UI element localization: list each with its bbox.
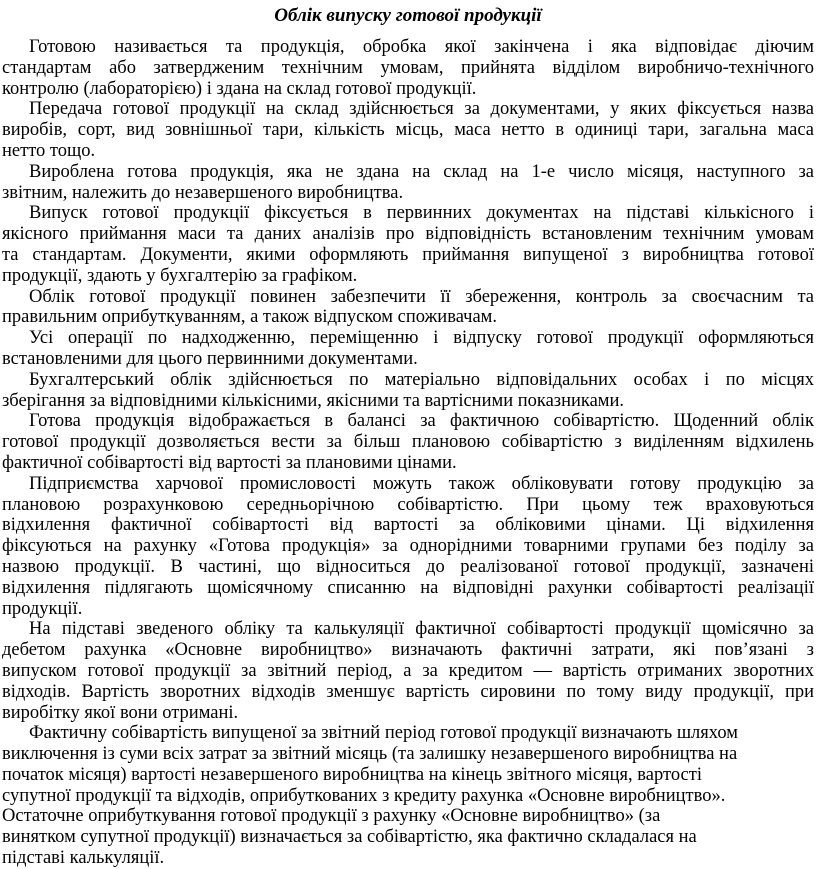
paragraph-line: фактичної собівартості від вартості за плановими цінами. (2, 452, 457, 473)
paragraph-line: виробітку якої вони отримані. (2, 702, 239, 723)
paragraph-line: виробів, сорт, вид зовнішньої тари, кількість місць, маса нетто в одиниці тари, загальна маса (2, 120, 814, 141)
paragraph-line: відхилення фактичної собівартості від вартості за обліковими цінами. Ці відхилення (2, 515, 814, 536)
paragraph-line: зберігання за відповідними кількісними, якісними та вартісними показниками. (2, 390, 625, 411)
paragraph-line: супутної продукції та відходів, оприбуткованих з кредиту рахунка «Основне виробництво». (2, 785, 726, 806)
paragraph-line: стандартам або затвердженим технічним умовам, прийнята відділом виробничо-технічного (2, 57, 814, 78)
paragraph-line: Бухгалтерський облік здійснюється по матеріально відповідальних особах і по місцях (29, 369, 814, 390)
paragraph-line: дебетом рахунка «Основне виробництво» визначають фактичні затрати, які пов’язані з (2, 640, 814, 661)
paragraph-line: продукції, здають у бухгалтерію за графіком. (2, 265, 358, 286)
paragraph-line: встановленими для цього первинними документами. (2, 348, 418, 369)
paragraph-line: фіксуються на рахунку «Готова продукція» за однорідними товарними групами без поділу за (2, 536, 814, 557)
paragraph-line: Випуск готової продукції фіксується в первинних документах на підставі кількісного і (29, 203, 814, 224)
paragraph-line: Готова продукція відображається в балансі за фактичною собівартістю. Щоденний облік (29, 411, 814, 432)
paragraph-line: відхилення підлягають щомісячному списанню на відповідні рахунки собівартості реалізації (2, 577, 814, 598)
paragraph-line: плановою розрахунковою середньорічною собівартістю. При цьому теж враховуються (2, 494, 814, 515)
paragraph-line: випуском готової продукції за звітний період, а за кредитом — вартість отриманих зворотних (2, 660, 814, 681)
paragraph (2, 370, 814, 412)
paragraph (2, 474, 814, 620)
paragraph-line: підставі калькуляції. (2, 848, 165, 869)
paragraph-line: відходів. Вартість зворотних відходів зменшує вартість сировини по тому виду продукції, при (2, 681, 814, 702)
paragraph-line: Усі операції по надходженню, переміщенню і відпуску готової продукції оформляються (29, 328, 814, 349)
paragraph-line: Підприємства харчової промисловості можуть також обліковувати готову продукцію за (29, 473, 814, 494)
paragraph (2, 162, 814, 204)
paragraph-line: звітним, належить до незавершеного виробництва. (2, 182, 404, 203)
document-body (2, 37, 814, 869)
paragraph (2, 619, 814, 723)
paragraph-line: Готовою називається та продукція, обробка якої закінчена і яка відповідає діючим (29, 37, 814, 57)
paragraph-line: назвою продукції. В частині, що відноситься до реалізованої готової продукції, зазначені (2, 556, 814, 577)
paragraph-line: правильним оприбуткуванням, а також відпуском споживачам. (2, 307, 498, 328)
paragraph-line: готової продукції дозволяється вести за більш плановою собівартістю з виділенням відхилень (2, 432, 814, 453)
paragraph-line: початок місяця) вартості незавершеного виробництва на кінець звітного місяця, вартості (2, 764, 702, 785)
document-title: Облік випуску готової продукції (274, 5, 542, 26)
paragraph (2, 203, 814, 286)
paragraph-line: Облік готової продукції повинен забезпечити її збереження, контроль за своєчасним та (29, 286, 814, 307)
paragraph-line: На підставі зведеного обліку та калькуляції фактичної собівартості продукції щомісячно за (29, 619, 814, 640)
paragraph-line: Передача готової продукції на склад здійснюється за документами, у яких фіксується назва (29, 99, 814, 120)
paragraph-line: нетто тощо. (2, 140, 96, 161)
paragraph-line: Остаточне оприбуткування готової продукції з рахунку «Основне виробництво» (за (2, 806, 661, 827)
paragraph-line: та стандартам. Документи, якими оформляють приймання випущеної з виробництва готової (2, 244, 814, 265)
paragraph-line: Вироблена готова продукція, яка не здана на склад на 1-е число місяця, наступного за (29, 161, 814, 182)
paragraph (2, 328, 814, 370)
paragraph (2, 411, 814, 473)
paragraph (2, 37, 814, 99)
paragraph (2, 99, 814, 161)
paragraph-line: контролю (лабораторією) і здана на склад готової продукції. (2, 78, 477, 99)
paragraph-line: якісного приймання маси та даних аналізів про відповідність встановленим технічним умовам (2, 224, 814, 245)
paragraph (2, 287, 814, 329)
paragraph-line: винятком супутної продукції) визначається за собівартістю, яка фактично складалася на (2, 827, 697, 848)
paragraph-line: виключення із суми всіх затрат за звітний місяць (та залишку незавершеного виробництва на (2, 744, 738, 765)
paragraph-line: продукції. (2, 598, 83, 619)
paragraph (2, 723, 814, 869)
paragraph-line: Фактичну собівартість випущеної за звітний період готової продукції визначають шляхом (29, 723, 738, 744)
